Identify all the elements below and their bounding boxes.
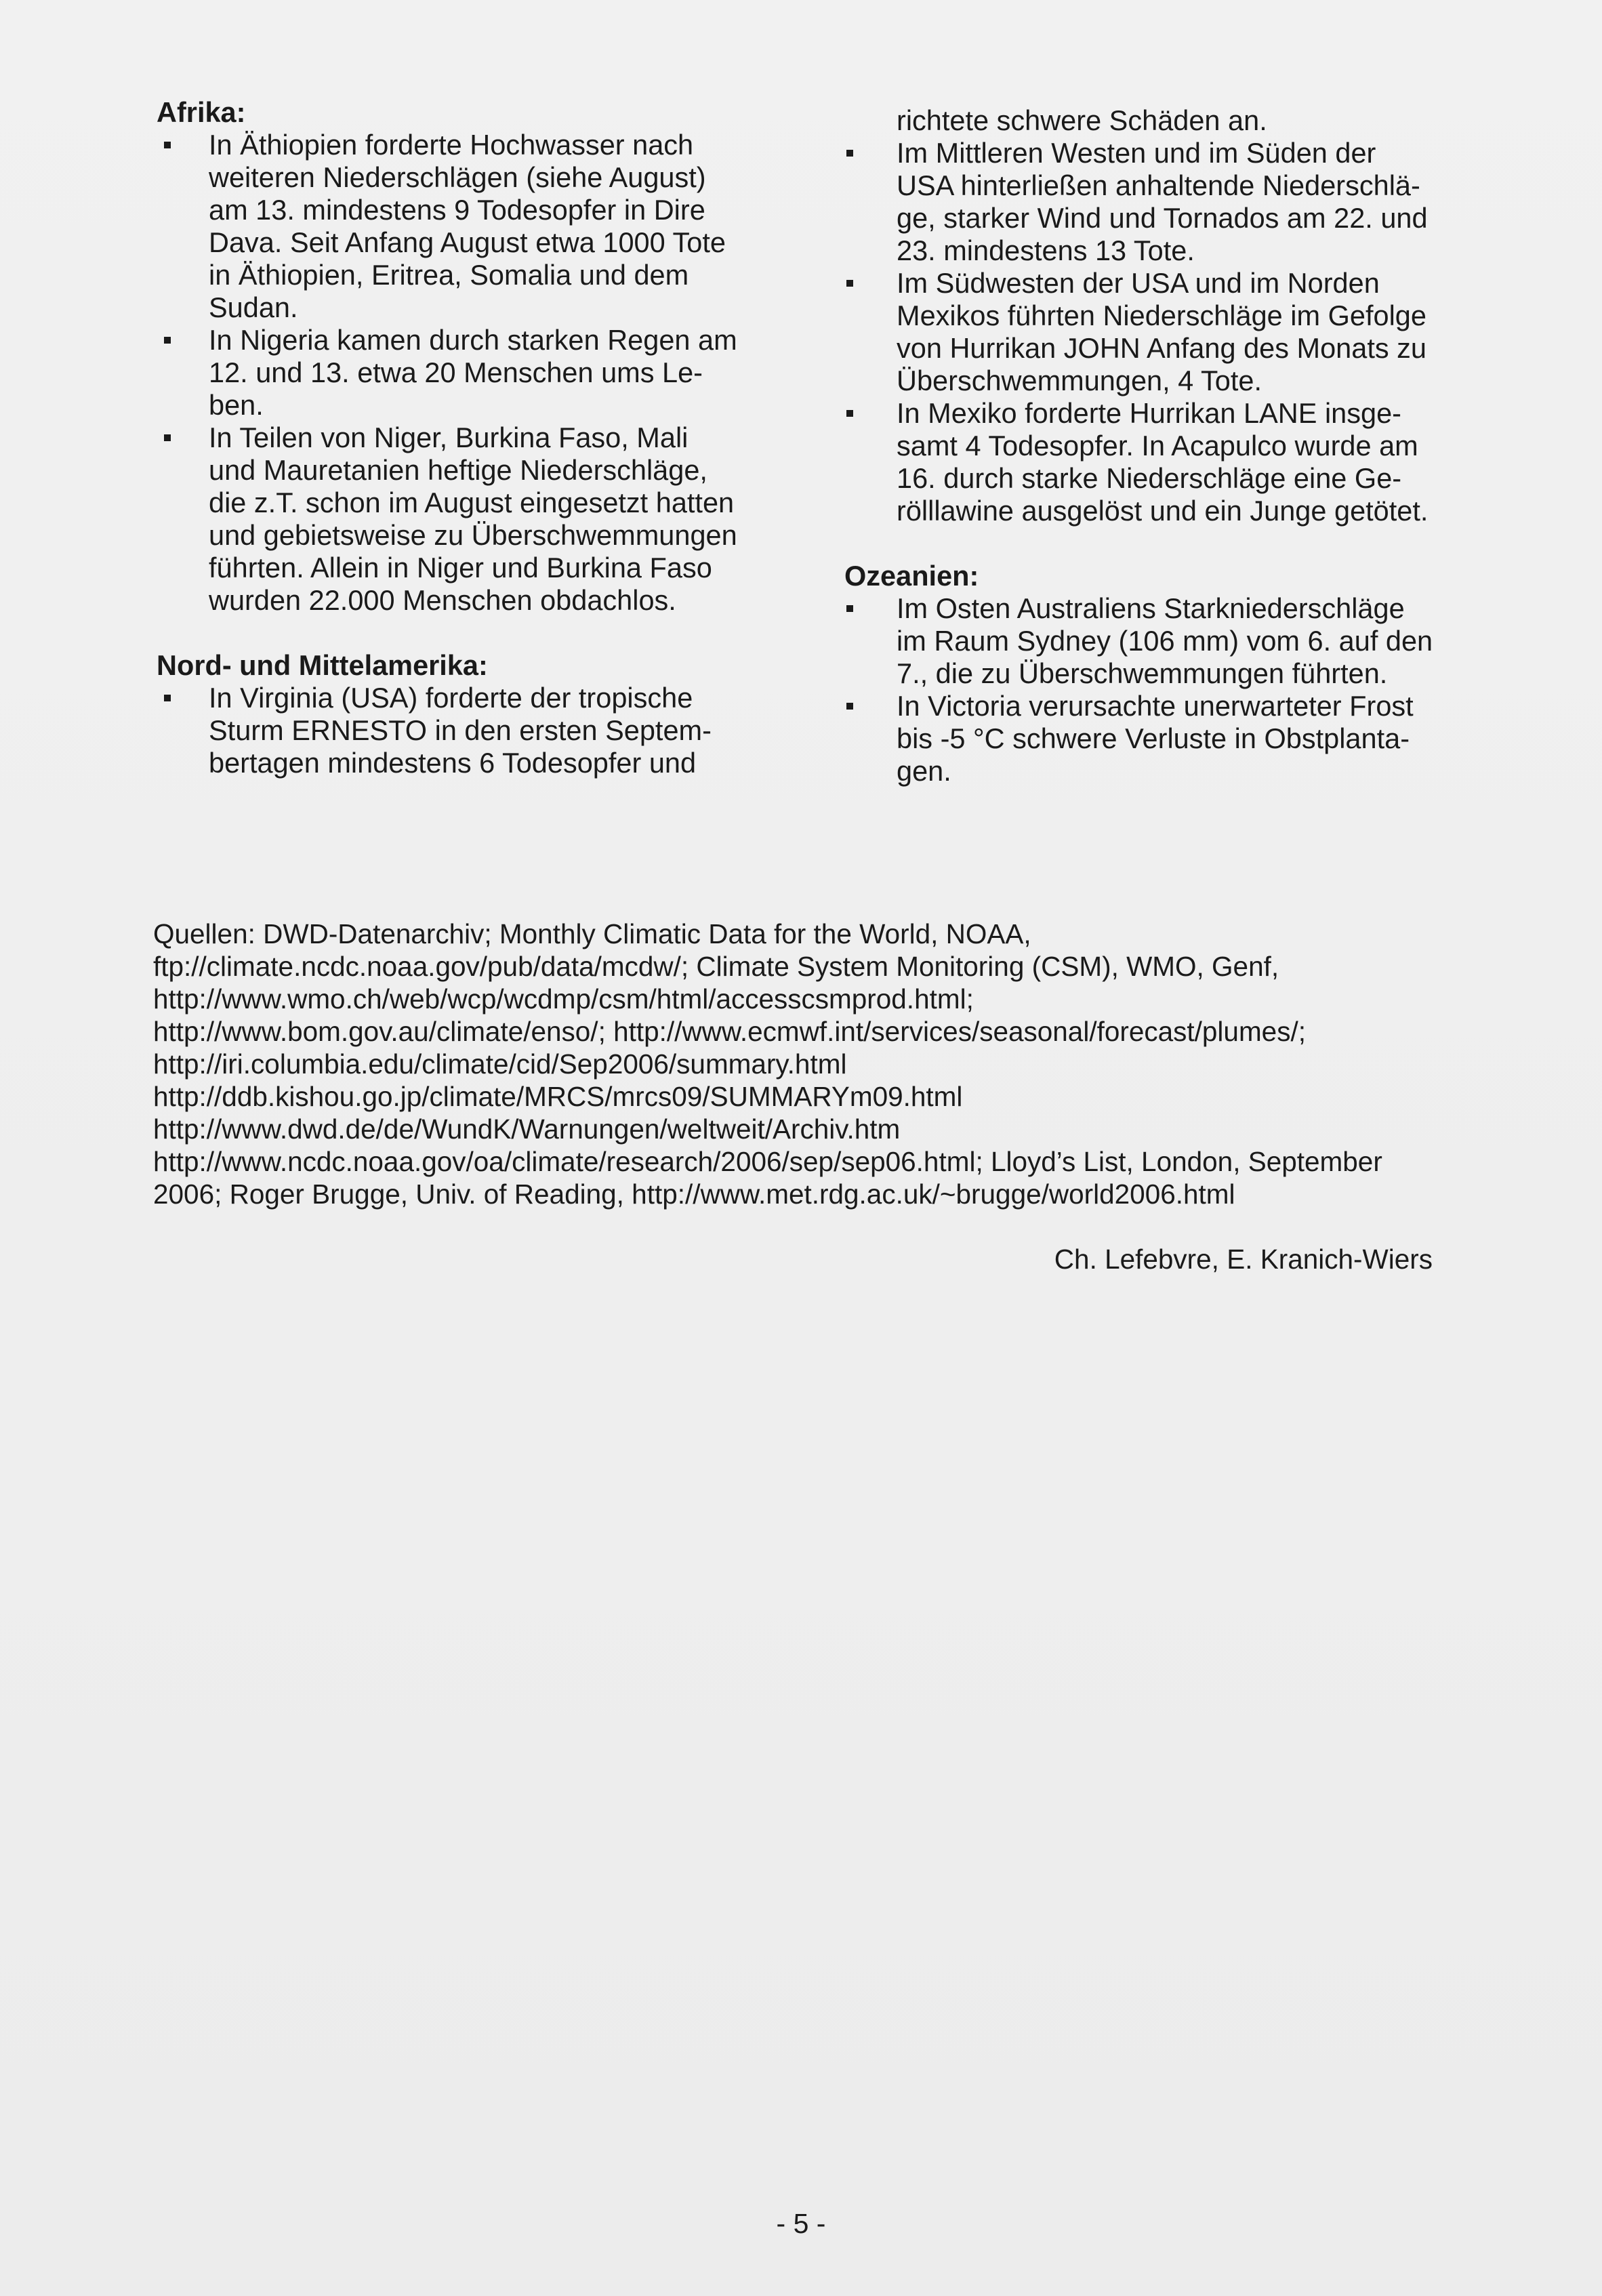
bullet-icon <box>846 410 853 417</box>
bullet-icon <box>164 142 171 148</box>
bullet-icon <box>164 695 171 701</box>
list-item: Im Südwesten der USA und im Norden Mexikos führten Niederschläge im Gefolge von Hurrikan JOHN Anfang des Monats zu Überschwemmungen, 4 Tote. <box>844 267 1438 397</box>
list-item: In Mexiko forderte Hurrikan LANE insge- samt 4 Todesopfer. In Acapulco wurde am 16. durch starke Niederschläge eine Ge- rölllawine ausgelöst und ein Junge getötet. <box>844 397 1438 527</box>
sources-line: http://ddb.kishou.go.jp/climate/MRCS/mrcs09/SUMMARYm09.html <box>153 1081 963 1112</box>
list-item: Im Osten Australiens Starkniederschläge im Raum Sydney (106 mm) vom 6. auf den 7., die zu Überschwemmungen führten. <box>844 592 1438 690</box>
list-item: In Virginia (USA) forderte der tropische Sturm ERNESTO in den ersten Septem- bertagen mindestens 6 Todesopfer und <box>157 682 746 779</box>
sources-line: ftp://climate.ncdc.noaa.gov/pub/data/mcdw/; Climate System Monitoring (CSM), WMO, Genf, <box>153 951 1279 982</box>
bullet-icon <box>846 280 853 287</box>
authors: Ch. Lefebvre, E. Kranich-Wiers <box>1054 1244 1433 1275</box>
africa-list <box>157 129 746 617</box>
section-heading-north-america: Nord- und Mittelamerika: <box>157 649 488 681</box>
sources-line: Quellen: DWD-Datenarchiv; Monthly Climatic Data for the World, NOAA, <box>153 918 1031 949</box>
sources-line: http://www.ncdc.noaa.gov/oa/climate/research/2006/sep/sep06.html; Lloyd’s List, London, September <box>153 1146 1382 1177</box>
bullet-icon <box>164 337 171 344</box>
bullet-icon <box>164 434 171 441</box>
list-item-continuation: richtete schwere Schäden an. <box>897 104 1267 136</box>
sources-line: http://www.wmo.ch/web/wcp/wcdmp/csm/html/accesscsmprod.html; <box>153 983 974 1014</box>
oceania-list <box>844 592 1438 787</box>
north-america-list-continued <box>844 137 1438 527</box>
sources-line: 2006; Roger Brugge, Univ. of Reading, http://www.met.rdg.ac.uk/~brugge/world2006.html <box>153 1178 1235 1210</box>
sources-line: http://iri.columbia.edu/climate/cid/Sep2006/summary.html <box>153 1048 847 1080</box>
sources-block <box>153 918 1441 1210</box>
list-item: In Teilen von Niger, Burkina Faso, Mali und Mauretanien heftige Niederschläge, die z.T. schon im August eingesetzt hatten und gebietsweise zu Überschwemmungen führten. Allein in Niger und Burkina Faso wurden 22.000 Menschen obdachlos. <box>157 422 746 617</box>
right-column <box>844 104 1438 787</box>
bullet-icon <box>846 150 853 157</box>
bullet-icon <box>846 703 853 710</box>
list-item: In Victoria verursachte unerwarteter Frost bis -5 °C schwere Verluste in Obstplanta- gen. <box>844 690 1438 787</box>
section-heading-africa: Afrika: <box>157 96 246 128</box>
north-america-list <box>157 682 746 779</box>
list-item: Im Mittleren Westen und im Süden der USA hinterließen anhaltende Niederschlä- ge, starker Wind und Tornados am 22. und 23. mindestens 13 Tote. <box>844 137 1438 267</box>
list-item: In Äthiopien forderte Hochwasser nach weiteren Niederschlägen (siehe August) am 13. mindestens 9 Todesopfer in Dire Dava. Seit Anfang August etwa 1000 Tote in Äthiopien, Eritrea, Somalia und dem Sudan. <box>157 129 746 324</box>
page-number: - 5 - <box>776 2208 826 2239</box>
bullet-icon <box>846 605 853 612</box>
sources-line: http://www.dwd.de/de/WundK/Warnungen/weltweit/Archiv.htm <box>153 1113 901 1145</box>
list-item: In Nigeria kamen durch starken Regen am 12. und 13. etwa 20 Menschen ums Le- ben. <box>157 324 746 422</box>
section-heading-oceania: Ozeanien: <box>844 560 979 592</box>
sources-line: http://www.bom.gov.au/climate/enso/; http://www.ecmwf.int/services/seasonal/forecast/plumes/; <box>153 1016 1306 1047</box>
left-column <box>157 96 746 779</box>
